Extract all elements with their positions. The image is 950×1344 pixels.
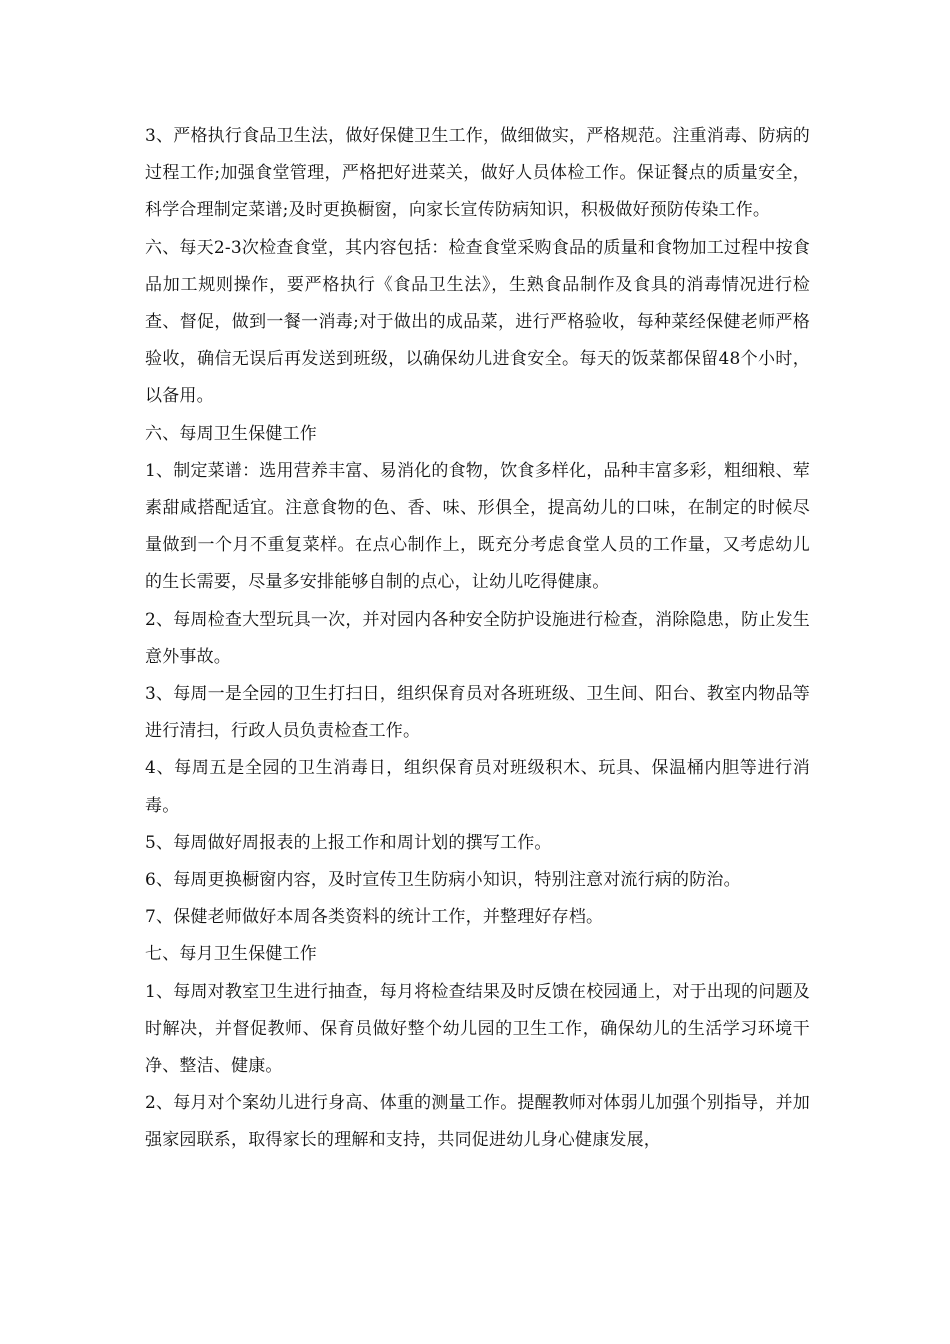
paragraph-classroom-inspection: 1、每周对教室卫生进行抽查，每月将检查结果及时反馈在校园通上，对于出现的问题及时解决，并督促教师、保育员做好整个幼儿园的卫生工作，确保幼儿的生活学习环境干净、整洁、健康。 bbox=[145, 981, 810, 1077]
paragraph-monthly-measurement: 2、每月对个案幼儿进行身高、体重的测量工作。提醒教师对体弱儿加强个别指导，并加强家园联系，取得家长的理解和支持，共同促进幼儿身心健康发展， bbox=[145, 1093, 810, 1151]
paragraph-monday-cleaning: 3、每周一是全园的卫生打扫日，组织保育员对各班班级、卫生间、阳台、教室内物品等进行清扫，行政人员负责检查工作。 bbox=[145, 684, 810, 742]
paragraph-window-display: 6、每周更换橱窗内容，及时宣传卫生防病小知识，特别注意对流行病的防治。 bbox=[145, 870, 741, 891]
heading-weekly-health-work: 六、每周卫生保健工作 bbox=[145, 423, 317, 444]
paragraph-weekly-report: 5、每周做好周报表的上报工作和周计划的撰写工作。 bbox=[145, 832, 552, 853]
paragraph-weekly-menu: 1、制定菜谱：选用营养丰富、易消化的食物，饮食多样化，品种丰富多彩，粗细粮、荤素甜咸搭配适宜。注意食物的色、香、味、形俱全，提高幼儿的口味，在制定的时候尽量做到一个月不重复菜样。在点心制作上，既充分考虑食堂人员的工作量，又考虑幼儿的生长需要，尽量多安排能够自制的点心，让幼儿吃得健康。 bbox=[145, 460, 810, 593]
paragraph-weekly-archive: 7、保健老师做好本周各类资料的统计工作，并整理好存档。 bbox=[145, 907, 604, 928]
heading-monthly-health-work: 七、每月卫生保健工作 bbox=[145, 944, 317, 965]
paragraph-friday-disinfection: 4、每周五是全园的卫生消毒日，组织保育员对班级积木、玩具、保温桶内胆等进行消毒。 bbox=[145, 758, 810, 816]
paragraph-canteen-inspection: 六、每天2-3次检查食堂，其内容包括：检查食堂采购食品的质量和食物加工过程中按食品加工规则操作，要严格执行《食品卫生法》，生熟食品制作及食具的消毒情况进行检查、督促，做到一餐一消毒;对于做出的成品菜，进行严格验收，每种菜经保健老师严格验收，确信无误后再发送到班级，以确保幼儿进食安全。每天的饭菜都保留48个小时，以备用。 bbox=[145, 237, 810, 407]
document-body bbox=[145, 118, 810, 1160]
paragraph-weekly-toy-check: 2、每周检查大型玩具一次，并对园内各种安全防护设施进行检查，消除隐患，防止发生意外事故。 bbox=[145, 609, 810, 667]
paragraph-food-hygiene: 3、严格执行食品卫生法，做好保健卫生工作，做细做实，严格规范。注重消毒、防病的过程工作;加强食堂管理，严格把好进菜关，做好人员体检工作。保证餐点的质量安全，科学合理制定菜谱;及时更换橱窗，向家长宣传防病知识，积极做好预防传染工作。 bbox=[145, 126, 810, 221]
